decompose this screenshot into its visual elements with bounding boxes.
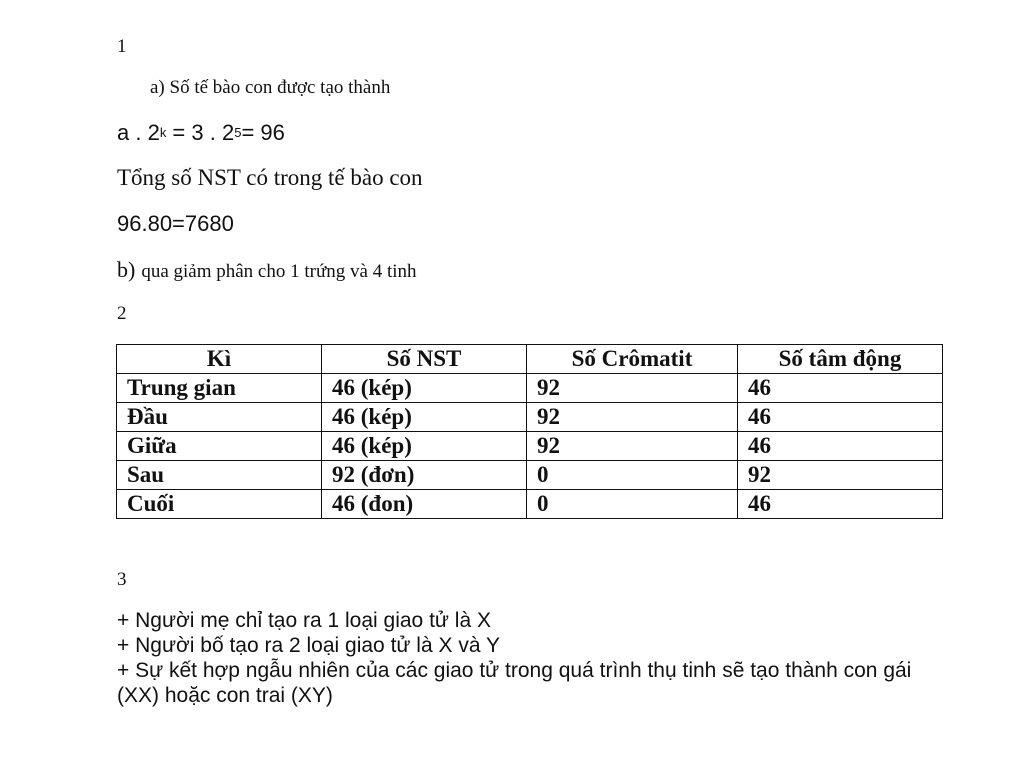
part-b-text: qua giảm phân cho 1 trứng và 4 tinh bbox=[141, 261, 417, 282]
cell-stage: Sau bbox=[117, 461, 322, 490]
cell-chromosome-count: 92 (đơn) bbox=[322, 461, 527, 490]
equation-exponent-5: 5 bbox=[234, 125, 242, 140]
part-b bbox=[117, 257, 417, 283]
list-item: + Sự kết hợp ngẫu nhiên của các giao tử trong quá trình thụ tinh sẽ tạo thành con gái (XX) hoặc con trai (XY) bbox=[117, 659, 912, 707]
cell-centromere-count: 46 bbox=[738, 374, 943, 403]
list-item: + Người bố tạo ra 2 loại giao tử là X và Y bbox=[117, 634, 500, 657]
table-row bbox=[117, 403, 943, 432]
table-row bbox=[117, 432, 943, 461]
equation-suffix: = 96 bbox=[241, 120, 285, 145]
cell-stage: Trung gian bbox=[117, 374, 322, 403]
cell-stage: Giữa bbox=[117, 432, 322, 461]
section-2-number: 2 bbox=[117, 303, 127, 324]
cell-centromere-count: 46 bbox=[738, 432, 943, 461]
calculation-line: 96.80=7680 bbox=[117, 211, 234, 236]
cell-chromatid-count: 92 bbox=[527, 403, 738, 432]
equation-prefix: a . 2 bbox=[117, 120, 160, 145]
total-chromosome-label: Tổng số NST có trong tế bào con bbox=[117, 165, 423, 190]
cell-chromatid-count: 92 bbox=[527, 432, 738, 461]
cell-chromosome-count: 46 (kép) bbox=[322, 374, 527, 403]
cell-centromere-count: 92 bbox=[738, 461, 943, 490]
cell-stage: Đầu bbox=[117, 403, 322, 432]
cell-centromere-count: 46 bbox=[738, 490, 943, 519]
cell-chromosome-count: 46 (đon) bbox=[322, 490, 527, 519]
cell-stage: Cuối bbox=[117, 490, 322, 519]
cell-chromatid-count: 92 bbox=[527, 374, 738, 403]
cell-chromosome-count: 46 (kép) bbox=[322, 403, 527, 432]
section-1-number: 1 bbox=[117, 36, 127, 57]
header-centromere-count: Số tâm động bbox=[738, 345, 943, 374]
equation-middle: = 3 . 2 bbox=[166, 120, 235, 145]
cell-chromosome-count: 46 (kép) bbox=[322, 432, 527, 461]
cell-chromatid-count: 0 bbox=[527, 461, 738, 490]
header-chromosome-count: Số NST bbox=[322, 345, 527, 374]
header-chromatid-count: Số Crômatit bbox=[527, 345, 738, 374]
cell-division-stage-table bbox=[116, 344, 943, 519]
cell-centromere-count: 46 bbox=[738, 403, 943, 432]
section-3-list bbox=[117, 608, 917, 708]
header-stage: Kì bbox=[117, 345, 322, 374]
section-3-number: 3 bbox=[117, 569, 127, 590]
equation-exponent-k: k bbox=[159, 125, 167, 140]
table-row bbox=[117, 461, 943, 490]
table-row bbox=[117, 374, 943, 403]
part-b-label: b) bbox=[117, 257, 136, 282]
list-item: + Người mẹ chỉ tạo ra 1 loại giao tử là X bbox=[117, 609, 491, 632]
table-header-row bbox=[117, 345, 943, 374]
equation bbox=[117, 120, 285, 146]
part-a-title: a) Số tế bào con được tạo thành bbox=[150, 77, 391, 98]
table-row bbox=[117, 490, 943, 519]
cell-chromatid-count: 0 bbox=[527, 490, 738, 519]
